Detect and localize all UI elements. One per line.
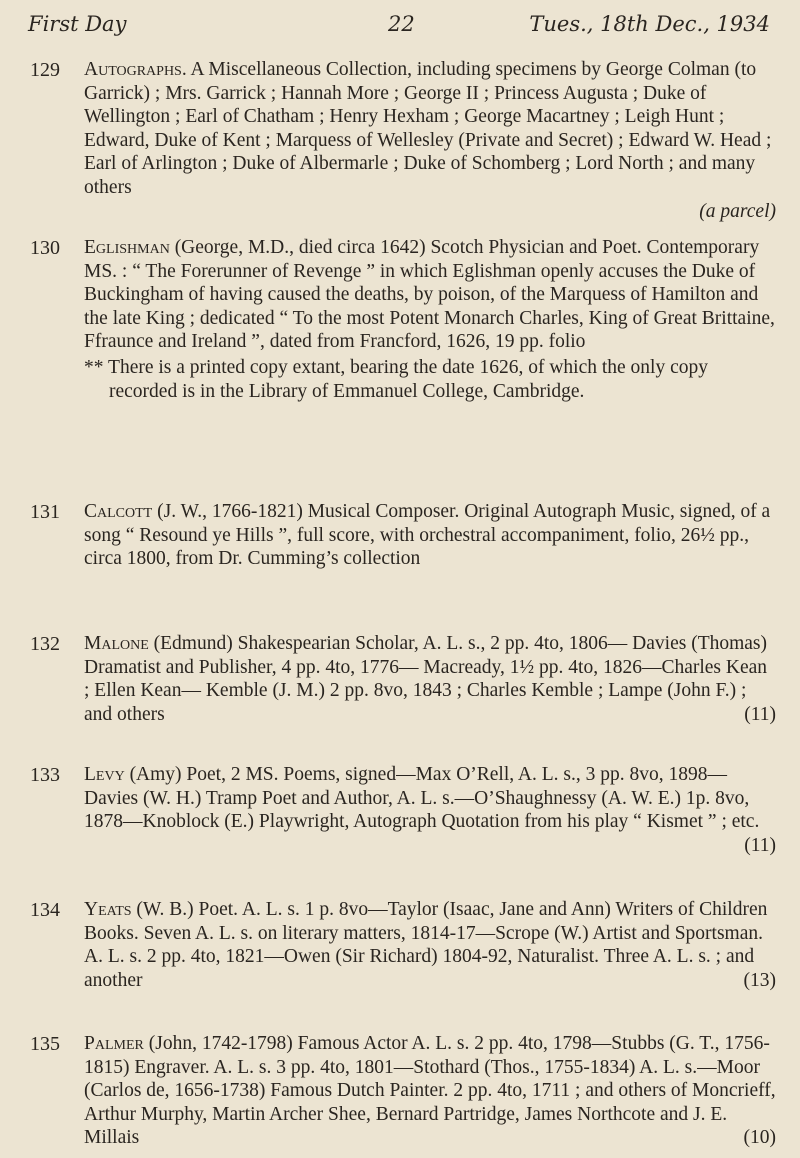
lot-name: Levy (84, 764, 125, 785)
lot-number: 131 (30, 501, 60, 523)
lot-description (84, 236, 776, 403)
lot-description (84, 500, 776, 571)
lot-number: 134 (30, 899, 60, 921)
lot-text: (John, 1742-1798) Famous Actor A. L. s. 2 pp. 4to, 1798—Stubbs (G. T., 1756-1815) Engraver. A. L. s. 3 pp. 4to, 1801—Stothard (Thos., 1755-1834) A. L. s.—Moor (Carlos de, 1656-1738) Famous Dutch Painter. 2 pp. 4to, 1711 ; and others of Moncrieff, Arthur Murphy, Martin Archer Shee, Bernard Partridge, James Northcote and J. E. Millais (84, 1033, 776, 1149)
lot-name: Palmer (84, 1033, 144, 1054)
header-day: First Day (28, 12, 127, 36)
lot-number: 133 (30, 764, 60, 786)
note-asterisks: ** (84, 356, 104, 378)
lot-text: (Edmund) Shakespearian Scholar, A. L. s., 2 pp. 4to, 1806— Davies (Thomas) Dramatist and Publisher, 4 pp. 4to, 1776— Macready, 1½ pp. 4to, 1826—Charles Kean ; Ellen Kean— Kemble (J. M.) 2 pp. 8vo, 1843 ; Charles Kemble ; Lampe (John F.) ; and others (84, 633, 768, 725)
lot-name: Autographs. (84, 59, 187, 80)
lot-quantity: (11) (744, 703, 776, 725)
lot-quantity: (11) (744, 834, 776, 856)
page-header (28, 12, 770, 46)
lot-text: (George, M.D., died circa 1642) Scotch Physician and Poet. Contemporary MS. : “ The Forerunner of Revenge ” in which Eglishman openly accuses the Duke of Buckingham of having caused the deaths, by poison, of the Marquess of Hamilton and the late King ; dedicated “ To the most Potent Monarch Charles, King of Great Brittaine, Ffraunce and Ireland ”, dated from Francford, 1626, 19 pp. folio (84, 237, 775, 353)
lot-name: Eglishman (84, 237, 170, 258)
lot-quantity: (13) (743, 969, 776, 991)
header-date: Tues., 18th Dec., 1934 (529, 12, 770, 36)
lot-description (84, 58, 776, 223)
lot-description (84, 632, 776, 726)
lot-description (84, 1032, 776, 1150)
lot-name: Calcott (84, 501, 153, 522)
lot-name: Malone (84, 633, 149, 654)
lot-number: 132 (30, 633, 60, 655)
lot-note: There is a printed copy extant, bearing the date 1626, of which the only copy recorded is in the Library of Emmanuel College, Cambridge. (108, 356, 709, 402)
lot-quantity: (10) (743, 1127, 776, 1149)
lot-text: (W. B.) Poet. A. L. s. 1 p. 8vo—Taylor (Isaac, Jane and Ann) Writers of Children Books. Seven A. L. s. on literary matters, 1814-17—Scrope (W.) Artist and Sportsman. A. L. s. 2 pp. 4to, 1821—Owen (Sir Richard) 1804-92, Naturalist. Three A. L. s. ; and another (84, 899, 768, 991)
lot-text: (Amy) Poet, 2 MS. Poems, signed—Max O’Rell, A. L. s., 3 pp. 8vo, 1898—Davies (W. H.) Tramp Poet and Author, A. L. s.—O’Shaughnessy (A. W. E.) 1p. 8vo, 1878—Knoblock (E.) Playwright, Autograph Quotation from his play “ Kismet ” ; etc. (84, 764, 760, 833)
lot-text: A Miscellaneous Collection, including specimens by George Colman (to Garrick) ; Mrs. Garrick ; Hannah More ; George II ; Princess Augusta ; Duke of Wellington ; Earl of Chatham ; Henry Hexham ; George Macartney ; Leigh Hunt ; Edward, Duke of Kent ; Marquess of Wellesley (Private and Secret) ; Edward W. Head ; Earl of Arlington ; Duke of Albermarle ; Duke of Schomberg ; Lord North ; and many others (84, 59, 772, 198)
lot-quantity: (a parcel) (699, 200, 776, 222)
lot-number: 135 (30, 1033, 60, 1055)
lot-text: (J. W., 1766-1821) Musical Composer. Original Autograph Music, signed, of a song “ Resound ye Hills ”, full score, with orchestral accompaniment, folio, 26½ pp., circa 1800, from Dr. Cumming’s collection (84, 501, 771, 570)
lot-number: 130 (30, 237, 60, 259)
lot-description (84, 898, 776, 992)
lot-number: 129 (30, 59, 60, 81)
lot-name: Yeats (84, 899, 132, 920)
lot-description (84, 763, 776, 857)
page-number: 22 (388, 12, 415, 36)
